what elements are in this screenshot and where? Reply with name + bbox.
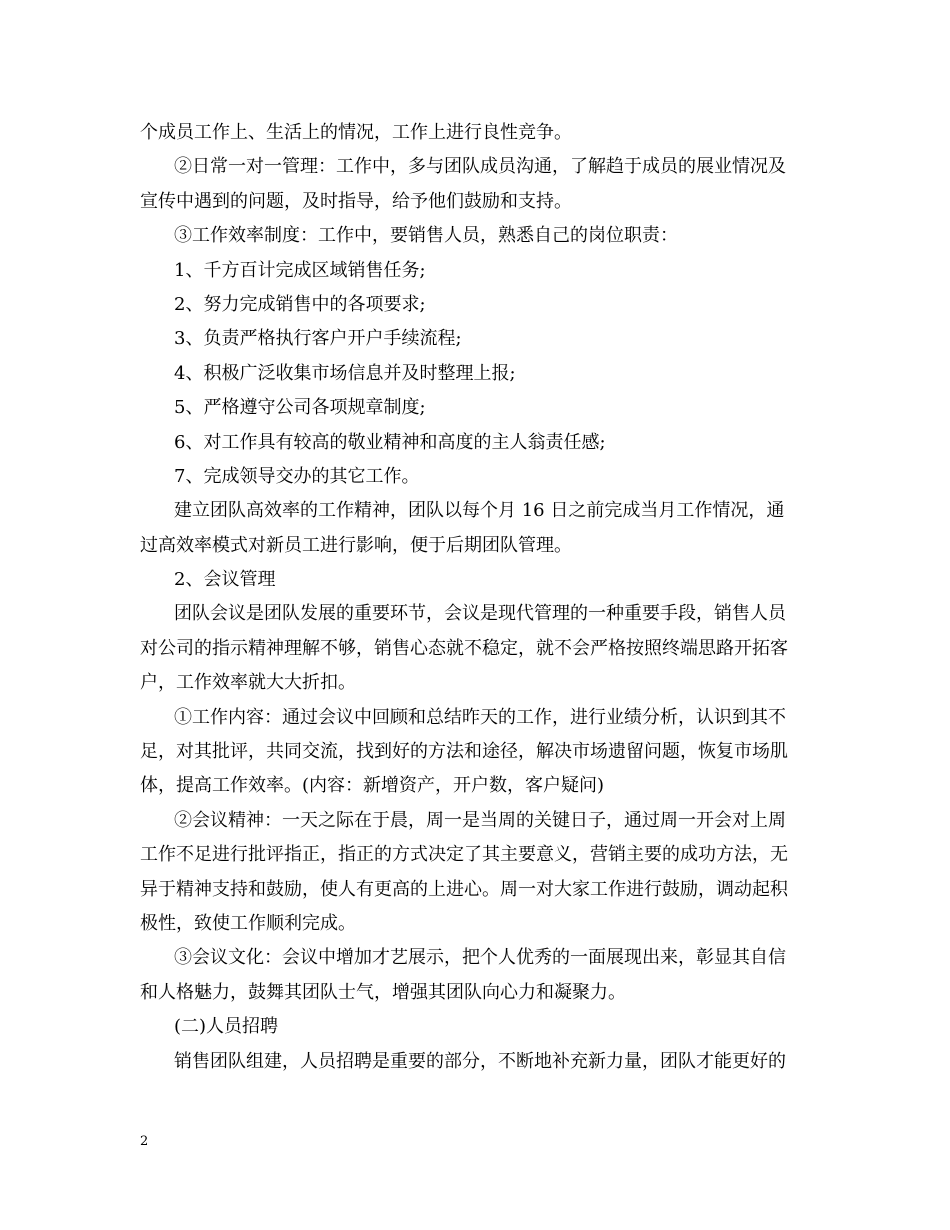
- text-line: ②会议精神：一天之际在于晨，周一是当周的关键日子，通过周一开会对上周: [174, 809, 786, 831]
- list-item: 2、努力完成销售中的各项要求;: [174, 293, 426, 315]
- text-line: 和人格魅力，鼓舞其团队士气，增强其团队向心力和凝聚力。: [140, 981, 626, 1003]
- text-line: 销售团队组建，人员招聘是重要的部分，不断地补充新力量，团队才能更好的: [174, 1050, 786, 1072]
- page-number: 2: [140, 1134, 149, 1149]
- list-item: 6、对工作具有较高的敬业精神和高度的主人翁责任感;: [174, 431, 606, 453]
- text-line: 户，工作效率就大大折扣。: [140, 672, 356, 694]
- section-heading: 2、会议管理: [174, 569, 276, 591]
- text-line: 足，对其批评，共同交流，找到好的方法和途径，解决市场遗留问题，恢复市场肌: [140, 741, 788, 763]
- list-item: 3、负责严格执行客户开户手续流程;: [174, 328, 462, 350]
- text-line: 异于精神支持和鼓励，使人有更高的上进心。周一对大家工作进行鼓励，调动起积: [140, 878, 788, 900]
- text-line: 个成员工作上、生活上的情况，工作上进行良性竞争。: [140, 122, 572, 143]
- list-item: 4、积极广泛收集市场信息并及时整理上报;: [174, 362, 516, 384]
- text-line: ②日常一对一管理：工作中，多与团队成员沟通，了解趋于成员的展业情况及: [174, 156, 786, 178]
- text-line: 过高效率模式对新员工进行影响，便于后期团队管理。: [140, 534, 572, 556]
- list-item: 7、完成领导交办的其它工作。: [174, 465, 420, 487]
- text-line: 宣传中遇到的问题，及时指导，给予他们鼓励和支持。: [140, 190, 572, 212]
- list-item: 1、千方百计完成区域销售任务;: [174, 259, 426, 281]
- body-text: [140, 116, 812, 1079]
- text-line: 对公司的指示精神理解不够，销售心态就不稳定，就不会严格按照终端思路开拓客: [140, 637, 788, 659]
- text-line: 建立团队高效率的工作精神，团队以每个月 16 日之前完成当月工作情况，通: [174, 500, 785, 522]
- list-item: 5、严格遵守公司各项规章制度;: [174, 397, 426, 419]
- text-line: 团队会议是团队发展的重要环节，会议是现代管理的一种重要手段，销售人员: [174, 603, 786, 625]
- text-line: ③会议文化：会议中增加才艺展示，把个人优秀的一面展现出来，彰显其自信: [174, 947, 786, 969]
- section-heading: (二)人员招聘: [174, 1016, 279, 1038]
- text-line: ③工作效率制度：工作中，要销售人员，熟悉自己的岗位职责：: [174, 225, 678, 247]
- text-line: 工作不足进行批评指正，指正的方式决定了其主要意义，营销主要的成功方法，无: [140, 844, 788, 866]
- text-line: ①工作内容：通过会议中回顾和总结昨天的工作，进行业绩分析，认识到其不: [174, 706, 786, 728]
- text-line: 极性，致使工作顺利完成。: [140, 912, 356, 934]
- text-line: 体，提高工作效率。(内容：新增资产，开户数，客户疑问): [140, 775, 605, 797]
